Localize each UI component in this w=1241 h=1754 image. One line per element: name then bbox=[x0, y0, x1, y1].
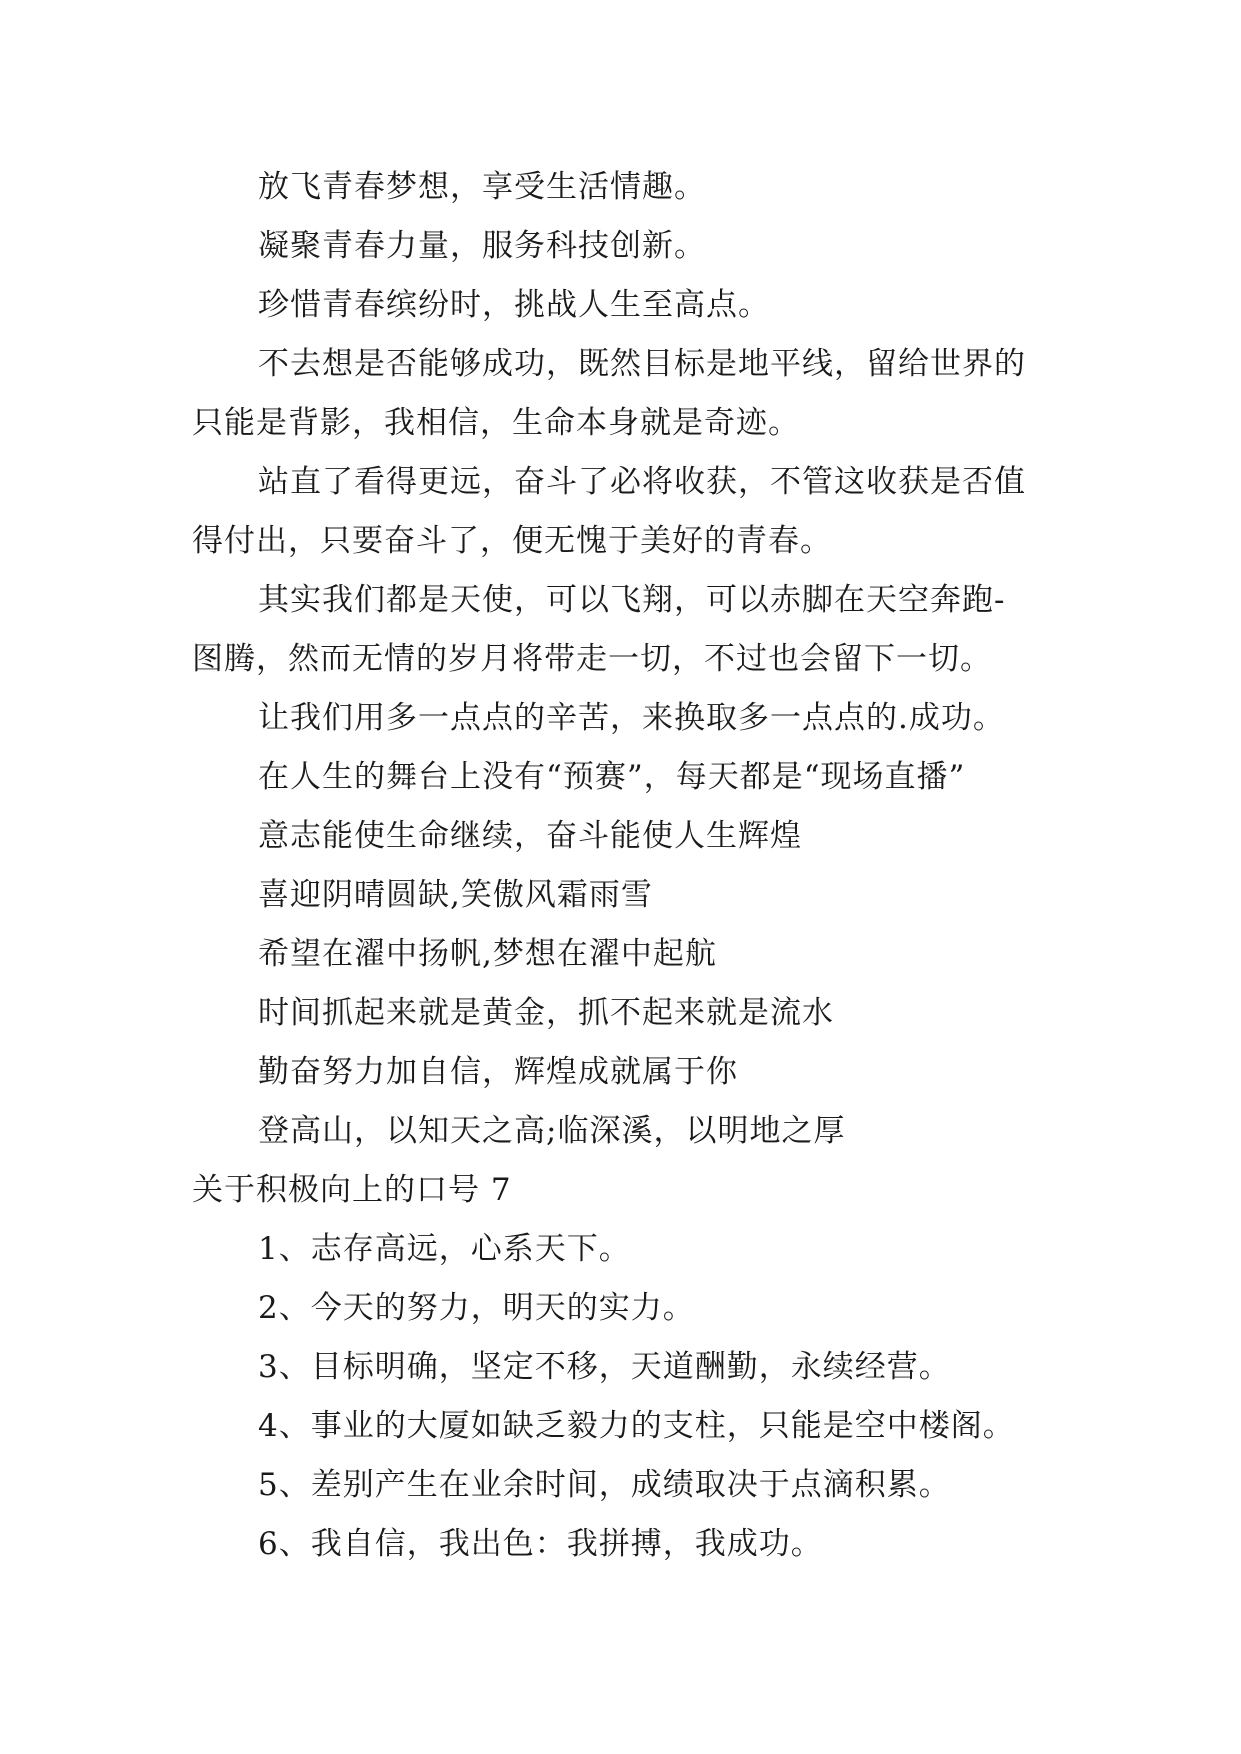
text-line: 珍惜青春缤纷时，挑战人生至高点。 bbox=[258, 287, 770, 323]
numbered-item: 5、差别产生在业余时间，成绩取决于点滴积累。 bbox=[258, 1467, 951, 1503]
numbered-item: 6、我自信，我出色：我拼搏，我成功。 bbox=[258, 1526, 823, 1562]
text-line: 放飞青春梦想，享受生活情趣。 bbox=[258, 169, 706, 205]
text-line: 勤奋努力加自信，辉煌成就属于你 bbox=[258, 1054, 738, 1090]
text-line: 喜迎阴晴圆缺,笑傲风霜雨雪 bbox=[258, 877, 653, 913]
numbered-item: 2、今天的努力，明天的实力。 bbox=[258, 1290, 695, 1326]
text-line: 其实我们都是天使，可以飞翔，可以赤脚在天空奔跑- bbox=[258, 582, 1006, 618]
text-line: 希望在濯中扬帆,梦想在濯中起航 bbox=[258, 936, 717, 972]
text-line: 只能是背影，我相信，生命本身就是奇迹。 bbox=[192, 405, 800, 441]
text-line: 意志能使生命继续，奋斗能使人生辉煌 bbox=[258, 818, 802, 854]
text-line: 站直了看得更远，奋斗了必将收获，不管这收获是否值 bbox=[258, 464, 1026, 500]
numbered-item: 3、目标明确，坚定不移，天道酬勤，永续经营。 bbox=[258, 1349, 951, 1385]
numbered-item: 1、志存高远，心系天下。 bbox=[258, 1231, 631, 1267]
text-line: 时间抓起来就是黄金，抓不起来就是流水 bbox=[258, 995, 834, 1031]
text-line: 图腾，然而无情的岁月将带走一切，不过也会留下一切。 bbox=[192, 641, 992, 677]
text-line: 得付出，只要奋斗了，便无愧于美好的青春。 bbox=[192, 523, 832, 559]
text-line: 让我们用多一点点的辛苦，来换取多一点点的.成功。 bbox=[258, 700, 1005, 736]
numbered-item: 4、事业的大厦如缺乏毅力的支柱，只能是空中楼阁。 bbox=[258, 1408, 1015, 1444]
text-line: 凝聚青春力量，服务科技创新。 bbox=[258, 228, 706, 264]
text-line: 不去想是否能够成功，既然目标是地平线，留给世界的 bbox=[258, 346, 1026, 382]
text-line: 登高山，以知天之高;临深溪，以明地之厚 bbox=[258, 1113, 846, 1149]
document-body bbox=[192, 158, 1062, 1574]
text-line: 在人生的舞台上没有“预赛”，每天都是“现场直播” bbox=[258, 759, 966, 795]
section-heading: 关于积极向上的口号 7 bbox=[192, 1172, 512, 1208]
